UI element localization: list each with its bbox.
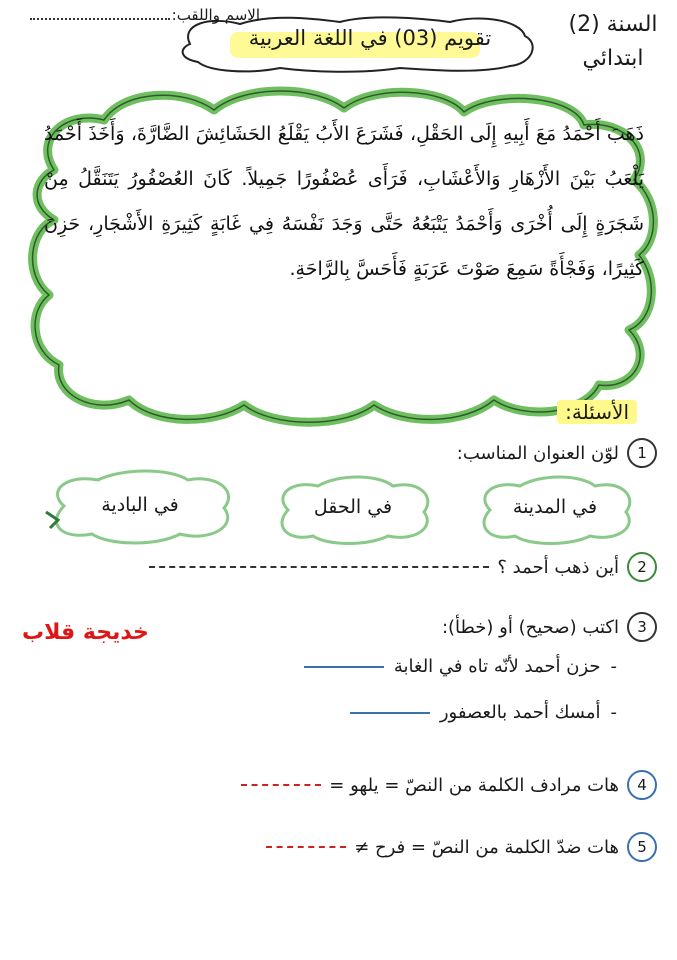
year-line-1: السنة (2) [568,12,658,37]
questions-heading: الأسئلة: [557,400,637,424]
question-2 [149,552,657,582]
question-3 [442,612,657,642]
tf-statement: أمسك أحمد بالعصفور [439,702,601,723]
question-number: 5 [627,832,657,862]
question-number: 1 [627,438,657,468]
answer-blank[interactable] [350,712,430,714]
option-field[interactable]: في الحقل [313,496,393,518]
dash-bullet: - [610,702,617,723]
answer-blank[interactable] [241,784,321,786]
question-text: هات ضدّ الكلمة من النصّ = فرح ≠ [354,836,619,858]
question-text: أين ذهب أحمد ؟ [497,556,619,578]
answer-blank[interactable] [304,666,384,668]
reading-passage: ذَهَبَ أَحْمَدُ مَعَ أَبِيهِ إِلَى الحَقْلِ، فَشَرَعَ الأَبُ يَقْلَعُ الحَشَائِشَ الضَّارَّةَ، وَأَخَذَ أَحْمَدُ يَلْعَبُ بَيْنَ الأَزْهَارِ وَالأَعْشَابِ، فَرَأَى عُصْفُورًا جَمِيلاً. كَانَ العُصْفُورُ يَتَنَقَّلُ مِنْ شَجَرَةٍ إِلَى أُخْرَى وَأَحْمَدُ يَتْبَعُهُ حَتَّى وَجَدَ نَفْسَهُ فِي غَابَةٍ كَثِيرَةِ الأَشْجَارِ، حَزِنَ كَثِيرًا، وَفَجْأَةً سَمِعَ صَوْتَ عَرَبَةٍ فَأَحَسَّ بِالرَّاحَةِ. [44,123,644,280]
tf-item-1 [304,656,617,677]
tf-item-2 [350,702,617,723]
question-1 [457,438,657,468]
question-text: لوّن العنوان المناسب: [456,442,619,464]
dash-bullet: - [610,656,617,677]
question-4 [241,770,657,800]
year-line-2: ابتدائي [582,46,644,71]
question-text: هات مرادف الكلمة من النصّ = يلهو = [329,774,619,796]
worksheet-title: تقويم (03) في اللغة العربية [248,26,492,50]
name-label: الاسم واللقب: [171,6,260,24]
question-number: 3 [627,612,657,642]
question-5 [266,832,657,862]
answer-blank[interactable] [266,846,346,848]
author-signature: خديجة قلاب [22,620,149,645]
grade-label [563,8,663,76]
name-blank[interactable] [30,18,170,20]
option-city[interactable]: في المدينة [512,496,598,518]
tf-statement: حزن أحمد لأنّه تاه في الغابة [393,656,601,677]
question-number: 4 [627,770,657,800]
option-desert[interactable]: في البادية [101,494,179,516]
question-number: 2 [627,552,657,582]
answer-blank[interactable] [149,566,489,568]
question-text: اكتب (صحيح) أو (خطأ): [441,616,619,638]
